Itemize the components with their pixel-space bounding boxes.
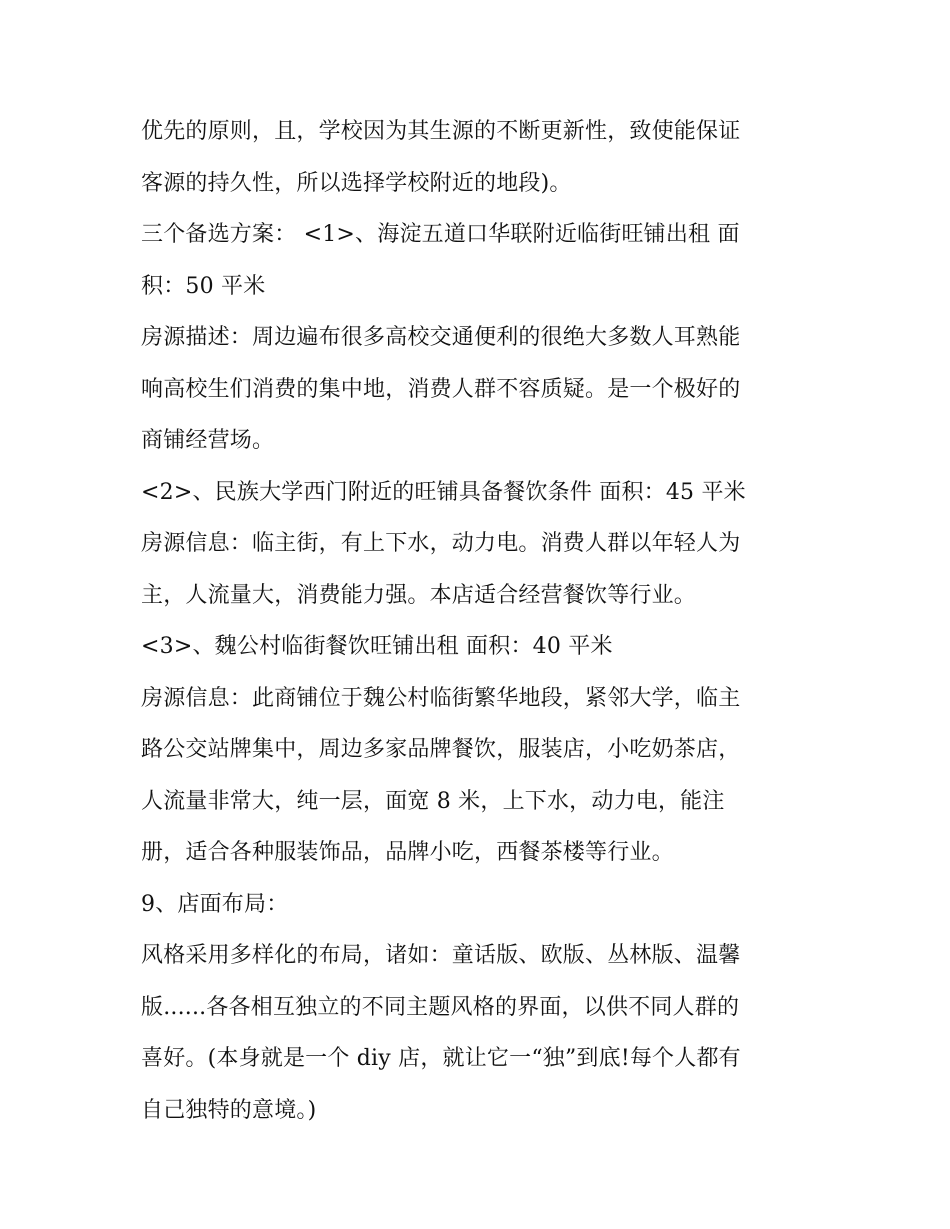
text-line: 客源的持久性，所以选择学校附近的地段)。 — [141, 170, 572, 196]
text-line: 商铺经营场。 — [141, 428, 275, 453]
text-line: 人流量非常大，纯一层，面宽 8 米，上下水，动力电，能注 — [141, 788, 725, 814]
text-line: 房源信息：临主街，有上下水，动力电。消费人群以年轻人为 — [141, 531, 741, 556]
text-line: 路公交站牌集中，周边多家品牌餐饮，服装店，小吃奶茶店， — [141, 737, 741, 762]
text-line: 优先的原则，且，学校因为其生源的不断更新性，致使能保证 — [141, 119, 741, 144]
text-line: <3>、魏公村临街餐饮旺铺出租 面积：40 平米 — [141, 634, 613, 659]
text-line: 版......各各相互独立的不同主题风格的界面，以供不同人群的 — [141, 994, 740, 1020]
text-line: 册，适合各种服装饰品，品牌小吃，西餐茶楼等行业。 — [141, 840, 674, 865]
text-line: 三个备选方案： <1>、海淀五道口华联附近临街旺铺出租 面 — [141, 222, 740, 247]
text-line: 房源描述：周边遍布很多高校交通便利的很绝大多数人耳熟能 — [141, 325, 741, 350]
text-line: 风格采用多样化的布局，诸如：童话版、欧版、丛林版、温馨 — [141, 943, 741, 968]
text-line: 9、店面布局： — [141, 891, 289, 917]
text-line: 积：50 平米 — [141, 273, 266, 299]
text-line: <2>、民族大学西门附近的旺铺具备餐饮条件 面积：45 平米 — [141, 479, 746, 505]
text-line: 房源信息：此商铺位于魏公村临街繁华地段，紧邻大学，临主 — [141, 685, 741, 711]
text-line: 喜好。(本身就是一个 diy 店，就让它一“独”到底!每个人都有 — [141, 1046, 741, 1071]
text-line: 主，人流量大，消费能力强。本店适合经营餐饮等行业。 — [141, 582, 697, 608]
text-line: 响高校生们消费的集中地，消费人群不容质疑。是一个极好的 — [141, 376, 741, 402]
text-line: 自己独特的意境。) — [141, 1097, 317, 1123]
document-body — [141, 106, 816, 1136]
